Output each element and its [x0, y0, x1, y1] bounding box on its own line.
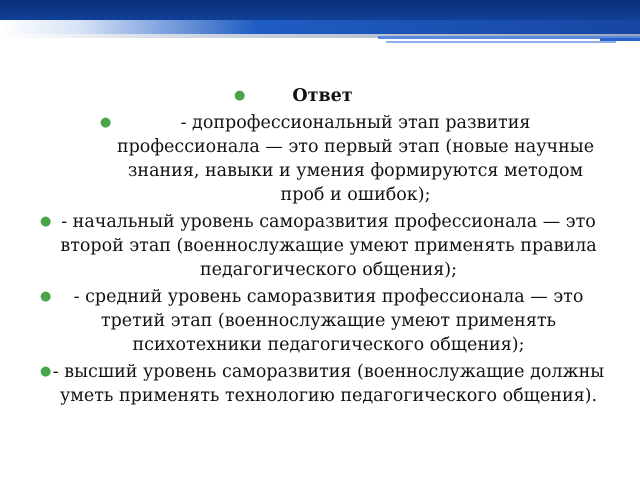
list-item	[40, 210, 605, 282]
green-bullet-icon: ●	[234, 88, 246, 103]
list-item	[40, 360, 605, 408]
answer-list	[40, 84, 605, 408]
list-item-text: - средний уровень саморазвития профессионала — это третий этап (военнослужащие умеют применять психотехники педагогического общения);	[73, 287, 584, 355]
header-accent-line	[600, 38, 640, 41]
green-bullet-icon: ●	[100, 115, 112, 130]
green-bullet-icon: ●	[40, 364, 52, 379]
list-item-text: - начальный уровень саморазвития профессионала — это второй этап (военнослужащие умеют применять правила педагогического общения);	[60, 212, 597, 280]
list-item	[40, 111, 605, 207]
header-accent-line	[386, 41, 616, 43]
list-item	[40, 285, 605, 357]
list-item-text: - допрофессиональный этап развития профессионала — это первый этап (новые научные знания, навыки и умения формируются методом проб и ошибок);	[116, 113, 595, 205]
green-bullet-icon: ●	[40, 214, 52, 229]
green-bullet-icon: ●	[40, 289, 52, 304]
list-item-title	[40, 84, 605, 108]
slide-title: Ответ	[292, 86, 353, 106]
slide-content	[40, 84, 605, 411]
header-band-gradient	[0, 20, 640, 34]
list-item-text: - высший уровень саморазвития (военнослужащие должны уметь применять технологию педагогического общения).	[52, 362, 605, 406]
